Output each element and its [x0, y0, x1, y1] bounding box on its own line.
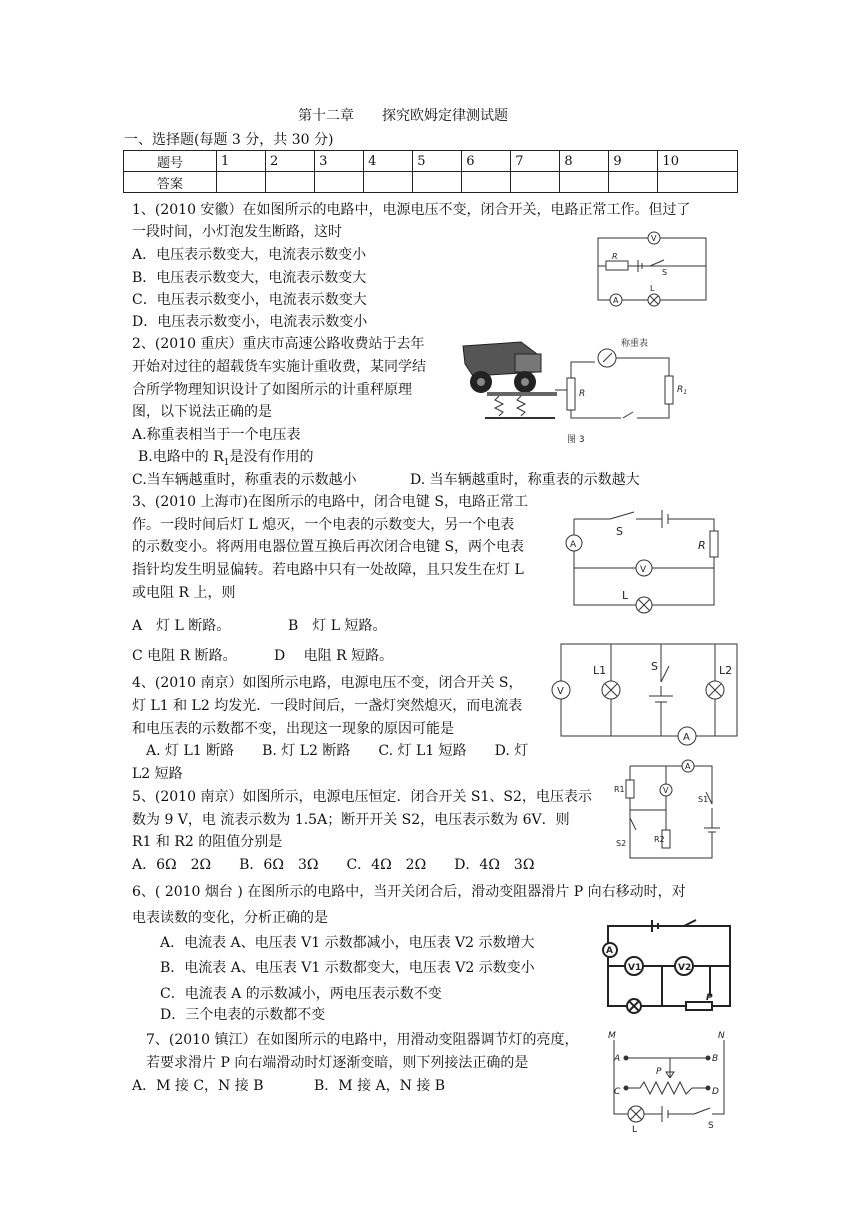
- answer-cell[interactable]: [413, 172, 462, 193]
- table-cell: 6: [462, 151, 511, 172]
- q5-fig-s2: S2: [616, 839, 627, 848]
- answer-cell[interactable]: [315, 172, 364, 193]
- answer-cell[interactable]: [462, 172, 511, 193]
- q1-option-d[interactable]: D．电压表示数变小，电流表示数变小: [132, 314, 368, 330]
- q2-option-a[interactable]: A.称重表相当于一个电压表: [132, 427, 301, 443]
- q4-stem-line2: 灯 L1 和 L2 均发光．一段时间后，一盏灯突然熄灭，而电流表: [132, 698, 523, 714]
- q5-options[interactable]: A．6Ω 2Ω B．6Ω 3Ω C．4Ω 2Ω D．4Ω 3Ω: [132, 857, 535, 873]
- q4-stem-line3: 和电压表的示数都不变，出现这一现象的原因可能是: [132, 721, 454, 737]
- q2-stem-line1: 2、(2010 重庆）重庆市高速公路收费站于去年: [132, 336, 425, 352]
- q2-stem-line2: 开始对过往的超载货车实施计重收费，某同学结: [132, 359, 426, 375]
- q4-fig-v: V: [557, 686, 564, 697]
- q4-stem-line5: L2 短路: [132, 766, 183, 782]
- q1-fig-l: L: [650, 284, 655, 293]
- answer-cell[interactable]: [364, 172, 413, 193]
- q4-fig-s: S: [651, 660, 658, 673]
- q5-circuit-diagram: [612, 758, 722, 866]
- q5-fig-v: V: [663, 786, 669, 795]
- q4-fig-a: A: [683, 732, 690, 743]
- q1-fig-a: A: [613, 296, 619, 305]
- q1-option-c[interactable]: C．电压表示数变小，电流表示数变大: [132, 292, 367, 308]
- table-cell: 8: [560, 151, 609, 172]
- q4-options[interactable]: A. 灯 L1 断路 B. 灯 L2 断路 C. 灯 L1 短路 D. 灯: [146, 743, 529, 759]
- table-header-number: 题号: [124, 151, 217, 172]
- q3-circuit-diagram: [560, 505, 730, 610]
- q2-fig-meter: 称重表: [621, 339, 649, 349]
- q5-stem-line1: 5、(2010 南京）如图所示，电源电压恒定．闭合开关 S1、S2，电压表示: [132, 789, 592, 805]
- table-cell: 9: [609, 151, 658, 172]
- q1-stem-line2: 一段时间，小灯泡发生断路，这时: [132, 224, 342, 240]
- q1-option-a[interactable]: A．电压表示数变大，电流表示数变小: [132, 247, 367, 263]
- q7-fig-c: C: [614, 1087, 621, 1097]
- q7-fig-p: P: [656, 1067, 662, 1077]
- q1-stem-line1: 1、(2010 安徽）在如图所示的电路中，电源电压不变，闭合开关，电路正常工作。但过了: [132, 202, 691, 218]
- q2-stem-line4: 图，以下说法正确的是: [132, 404, 272, 420]
- q3-fig-s: S: [616, 525, 623, 538]
- q7-fig-b: B: [712, 1054, 719, 1064]
- q2-scale-diagram: [455, 332, 695, 452]
- q2-option-b[interactable]: B.电路中的 $R_1$是没有作用的: [138, 449, 314, 468]
- q3-option-c[interactable]: C 电阻 R 断路。: [132, 648, 237, 664]
- truck-icon: [463, 342, 557, 396]
- q3-fig-v: V: [640, 565, 647, 575]
- answer-cell[interactable]: [266, 172, 315, 193]
- q7-fig-l: L: [632, 1125, 638, 1135]
- table-row: [124, 172, 738, 193]
- q6-stem-line2: 电表读数的变化，分析正确的是: [132, 910, 328, 926]
- q6-option-c[interactable]: C．电流表 A 的示数减小，两电压表示数不变: [160, 986, 442, 1002]
- q2-fig-r: R: [579, 389, 586, 399]
- q5-stem-line3: R1 和 R2 的阻值分别是: [132, 834, 283, 850]
- answer-cell[interactable]: [217, 172, 266, 193]
- table-cell: 1: [217, 151, 266, 172]
- table-header-answer: 答案: [124, 172, 217, 193]
- q4-circuit-diagram: [545, 640, 745, 750]
- table-cell: 7: [511, 151, 560, 172]
- q3-stem-line1: 3、(2010 上海市)在图所示的电路中，闭合电键 S，电路正常工: [132, 494, 528, 510]
- table-cell: 2: [266, 151, 315, 172]
- q3-fig-l: L: [622, 589, 629, 602]
- table-cell: 4: [364, 151, 413, 172]
- table-cell: 3: [315, 151, 364, 172]
- q3-stem-line3: 的示数变小。将两用电器位置互换后再次闭合电键 S，两个电表: [132, 539, 525, 555]
- q3-fig-a: A: [570, 540, 577, 550]
- q3-stem-line2: 作。一段时间后灯 L 熄灭，一个电表的示数变大，另一个电表: [132, 517, 515, 533]
- q7-option-a[interactable]: A．M 接 C，N 接 B: [132, 1078, 264, 1094]
- q4-stem-line1: 4、(2010 南京）如图所示电路，电源电压不变，闭合开关 S，: [132, 675, 523, 691]
- answer-cell[interactable]: [560, 172, 609, 193]
- q1-fig-v: V: [651, 234, 657, 243]
- q2-stem-line3: 合所学物理知识设计了如图所示的计重秤原理: [132, 382, 412, 398]
- q7-fig-m: M: [608, 1031, 616, 1041]
- q6-fig-p: P: [706, 993, 713, 1003]
- table-row: [124, 151, 738, 172]
- q6-option-b[interactable]: B．电流表 A、电压表 V1 示数都变大，电压表 V2 示数变小: [160, 960, 535, 976]
- answer-cell[interactable]: [511, 172, 560, 193]
- q5-fig-r1: R1: [614, 785, 625, 794]
- answer-cell[interactable]: [609, 172, 658, 193]
- q3-option-d[interactable]: D 电阻 R 短路。: [274, 648, 394, 664]
- q6-fig-v2: V2: [678, 963, 692, 973]
- q5-fig-a: A: [685, 762, 691, 771]
- q3-fig-r: R: [698, 539, 706, 552]
- section-heading: 一、选择题(每题 3 分，共 30 分): [124, 132, 334, 148]
- page-title: 第十二章 探究欧姆定律测试题: [298, 108, 508, 124]
- q7-stem-line2: 若要求滑片 P 向右端滑动时灯逐渐变暗，则下列接法正确的是: [146, 1055, 529, 1071]
- q3-option-a[interactable]: A 灯 L 断路。: [132, 618, 231, 634]
- q5-fig-s1: S1: [698, 795, 709, 804]
- q4-fig-l1: L1: [593, 664, 607, 677]
- q7-option-b[interactable]: B．M 接 A，N 接 B: [314, 1078, 446, 1094]
- q1-option-b[interactable]: B．电压表示数变大，电流表示数变大: [132, 270, 367, 286]
- q6-fig-a: A: [606, 946, 613, 956]
- q7-fig-n: N: [718, 1031, 725, 1041]
- answer-cell[interactable]: [658, 172, 738, 193]
- q1-fig-s: S: [662, 268, 668, 277]
- q2-option-d[interactable]: D. 当车辆越重时，称重表的示数越大: [410, 472, 640, 488]
- q3-option-b[interactable]: B 灯 L 短路。: [288, 618, 387, 634]
- q2-fig-r1: $R_1$: [677, 385, 688, 396]
- q1-circuit-diagram: [590, 228, 720, 308]
- table-cell: 10: [658, 151, 738, 172]
- q5-fig-r2: R2: [654, 835, 665, 844]
- table-cell: 5: [413, 151, 462, 172]
- q6-stem-line1: 6、( 2010 烟台 ) 在图所示的电路中，当开关闭合后，滑动变阻器滑片 P 向右移动时，对: [132, 884, 686, 900]
- q6-option-d[interactable]: D．三个电表的示数都不变: [160, 1007, 326, 1023]
- q2-fig-caption: 图 3: [567, 435, 585, 445]
- q7-fig-s: S: [708, 1121, 714, 1131]
- q5-stem-line2: 数为 9 V，电 流表示数为 1.5A；断开开关 S2，电压表示数为 6V．则: [132, 812, 570, 828]
- q4-fig-l2: L2: [719, 664, 733, 677]
- q2-option-c[interactable]: C.当车辆越重时，称重表的示数越小: [132, 472, 357, 488]
- q7-stem-line1: 7、(2010 镇江）在如图所示的电路中，用滑动变阻器调节灯的亮度，: [146, 1032, 579, 1048]
- q6-fig-v1: V1: [628, 963, 642, 973]
- q6-circuit-diagram: [598, 918, 738, 1014]
- q3-stem-line4: 指针均发生明显偏转。若电路中只有一处故障，且只发生在灯 L: [132, 562, 524, 578]
- q3-stem-line5: 或电阻 R 上，则: [132, 585, 236, 601]
- q7-fig-d: D: [712, 1087, 719, 1097]
- q7-circuit-diagram: [600, 1028, 740, 1134]
- q7-fig-a: A: [614, 1054, 621, 1064]
- q6-option-a[interactable]: A．电流表 A、电压表 V1 示数都减小，电压表 V2 示数增大: [160, 935, 535, 951]
- answer-table: [123, 150, 738, 193]
- q1-fig-r: R: [612, 252, 618, 261]
